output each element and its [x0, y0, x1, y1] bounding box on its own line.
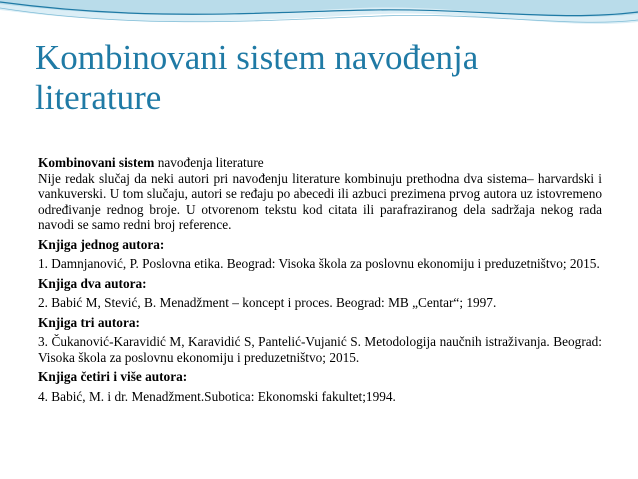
slide-title: Kombinovani sistem navođenja literature [35, 38, 479, 117]
decorative-wave-header [0, 0, 638, 34]
reference-entry: 1. Damnjanović, P. Poslovna etika. Beograd: Visoka škola za poslovnu ekonomiju i preduzetništvo; 2015. [38, 256, 600, 271]
subtitle-rest: navođenja literature [154, 155, 264, 170]
subtitle-line [38, 155, 602, 171]
section-heading: Knjiga tri autora: [38, 314, 140, 330]
reference-entry: 4. Babić, M. i dr. Menadžment.Subotica: Ekonomski fakultet;1994. [38, 388, 396, 404]
reference-entry: 3. Čukanović-Karavidić M, Karavidić S, Pantelić-Vujanić S. Metodologija naučnih istraživanja. Beograd: Visoka škola za poslovnu ekonomiju i preduzetništvo; 2015. [38, 334, 602, 365]
section-heading: Knjiga četiri i više autora: [38, 369, 188, 384]
section-heading: Knjiga dva autora: [38, 275, 147, 291]
reference-entry: 2. Babić M, Stević, B. Menadžment – koncept i proces. Beograd: MB „Centar“; 1997. [38, 295, 497, 310]
subtitle-bold: Kombinovani sistem [38, 155, 155, 170]
slide-content [38, 155, 602, 404]
intro-paragraph: Nije redak slučaj da neki autori pri navođenju literature kombinuju prethodna dva sistema– harvardski i vankuverski. U tom slučaju, autori se ređaju po abecedi ili azbuci prezimena prvog autora uz istovremeno određivanje rednog broje. U otvorenom tekstu kod citata ili parafraziranog dela sadržaja nekog rada navodi se samo redni broj reference. [38, 170, 602, 232]
section-heading: Knjiga jednog autora: [38, 236, 165, 252]
